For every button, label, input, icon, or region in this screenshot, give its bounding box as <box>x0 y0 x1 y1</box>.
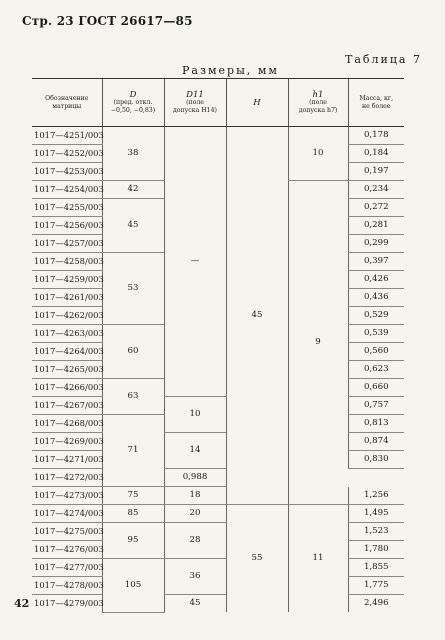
page-header: Стр. 23 ГОСТ 26617—85 <box>22 14 193 28</box>
d-cell: 63 <box>102 379 164 415</box>
table-row <box>32 433 404 451</box>
mass-cell: 0,272 <box>348 199 404 217</box>
designation-cell: 1017—4267/003 <box>32 397 102 415</box>
table-row <box>32 127 404 145</box>
header-mass: Масса, кг, не более <box>348 79 404 127</box>
d11-cell: 45 <box>164 595 226 613</box>
d11-cell: 28 <box>164 523 226 559</box>
page-number: 42 <box>14 597 30 610</box>
mass-cell: 0,436 <box>348 289 404 307</box>
mass-cell: 0,281 <box>348 217 404 235</box>
mass-cell: 1,523 <box>348 523 404 541</box>
designation-cell: 1017—4266/003 <box>32 379 102 397</box>
header-h1: h1 (поле допуска h7) <box>288 79 348 127</box>
designation-cell: 1017—4258/003 <box>32 253 102 271</box>
d-cell: 71 <box>102 415 164 487</box>
mass-cell: 1,775 <box>348 577 404 595</box>
h1-cell: 9 <box>288 181 348 505</box>
mass-cell: 0,426 <box>348 271 404 289</box>
designation-cell: 1017—4257/003 <box>32 235 102 253</box>
designation-cell: 1017—4271/003 <box>32 451 102 469</box>
designation-cell: 1017—4254/003 <box>32 181 102 199</box>
d11-cell: 14 <box>164 433 226 469</box>
mass-cell: 1,256 <box>348 487 404 505</box>
mass-cell: 0,560 <box>348 343 404 361</box>
designation-cell: 1017—4262/003 <box>32 307 102 325</box>
designation-cell: 1017—4251/003 <box>32 127 102 145</box>
table-row <box>32 559 404 577</box>
h-cell: 45 <box>226 127 288 505</box>
designation-cell: 1017—4252/003 <box>32 145 102 163</box>
d-cell: 60 <box>102 325 164 379</box>
dimensions-table <box>32 78 404 613</box>
mass-cell: 2,496 <box>348 595 404 613</box>
d11-cell: 36 <box>164 559 226 595</box>
mass-cell: 0,178 <box>348 127 404 145</box>
d11-cell: 20 <box>164 505 226 523</box>
designation-cell: 1017—4269/003 <box>32 433 102 451</box>
designation-cell: 1017—4272/003 <box>32 469 102 487</box>
header-h: H <box>226 79 288 127</box>
mass-cell: 0,184 <box>348 145 404 163</box>
mass-cell: 0,988 <box>164 469 226 487</box>
designation-cell: 1017—4263/003 <box>32 325 102 343</box>
table-name: Таблица 7 <box>345 53 422 66</box>
mass-cell: 0,529 <box>348 307 404 325</box>
designation-cell: 1017—4253/003 <box>32 163 102 181</box>
designation-cell: 1017—4255/003 <box>32 199 102 217</box>
d-cell: 38 <box>102 127 164 181</box>
designation-cell: 1017—4265/003 <box>32 361 102 379</box>
d-cell: 45 <box>102 199 164 253</box>
designation-cell: 1017—4274/003 <box>32 505 102 523</box>
mass-cell: 0,660 <box>348 379 404 397</box>
designation-cell: 1017—4278/003 <box>32 577 102 595</box>
designation-cell: 1017—4279/003 <box>34 598 104 608</box>
d-cell: 42 <box>102 181 164 199</box>
d-cell: 105 <box>102 559 164 613</box>
mass-cell: 1,855 <box>348 559 404 577</box>
d-cell: 75 <box>102 487 164 505</box>
d11-cell: 18 <box>164 487 226 505</box>
mass-cell: 0,623 <box>348 361 404 379</box>
table-row <box>32 487 404 505</box>
table-row <box>32 523 404 541</box>
mass-cell: 0,397 <box>348 253 404 271</box>
d-cell: 85 <box>102 505 164 523</box>
designation-cell: 1017—4261/003 <box>32 289 102 307</box>
designation-cell: 1017—4259/003 <box>32 271 102 289</box>
designation-cell: 1017—4276/003 <box>32 541 102 559</box>
h1-cell: 11 <box>288 505 348 613</box>
mass-cell: 0,830 <box>348 451 404 469</box>
mass-cell: 0,299 <box>348 235 404 253</box>
d11-cell: 10 <box>164 397 226 433</box>
header-d11: D11 (поле допуска H14) <box>164 79 226 127</box>
mass-cell: 1,495 <box>348 505 404 523</box>
header-designation: Обозначение матрицы <box>32 79 102 127</box>
designation-cell: 1017—4256/003 <box>32 217 102 235</box>
d-cell: 53 <box>102 253 164 325</box>
table-row <box>32 469 404 487</box>
mass-cell: 0,234 <box>348 181 404 199</box>
designation-cell: 1017—4268/003 <box>32 415 102 433</box>
mass-cell: 1,780 <box>348 541 404 559</box>
d-cell: 95 <box>102 523 164 559</box>
table-row <box>32 505 404 523</box>
h-cell: 55 <box>226 505 288 613</box>
designation-cell: 1017—4277/003 <box>32 559 102 577</box>
mass-cell: 0,813 <box>348 415 404 433</box>
mass-cell: 0,197 <box>348 163 404 181</box>
designation-cell: 1017—4264/003 <box>32 343 102 361</box>
mass-cell: 0,874 <box>348 433 404 451</box>
h1-cell: 10 <box>288 127 348 181</box>
header-d: D (пред. откл. −0,50, −0,83) <box>102 79 164 127</box>
d11-cell: — <box>164 127 226 397</box>
table-row <box>32 397 404 415</box>
designation-cell: 1017—4275/003 <box>32 523 102 541</box>
mass-cell: 0,539 <box>348 325 404 343</box>
mass-cell: 0,757 <box>348 397 404 415</box>
dimensions-caption: Размеры, мм <box>182 64 279 77</box>
designation-cell: 1017—4273/003 <box>32 487 102 505</box>
table-row <box>32 595 404 613</box>
